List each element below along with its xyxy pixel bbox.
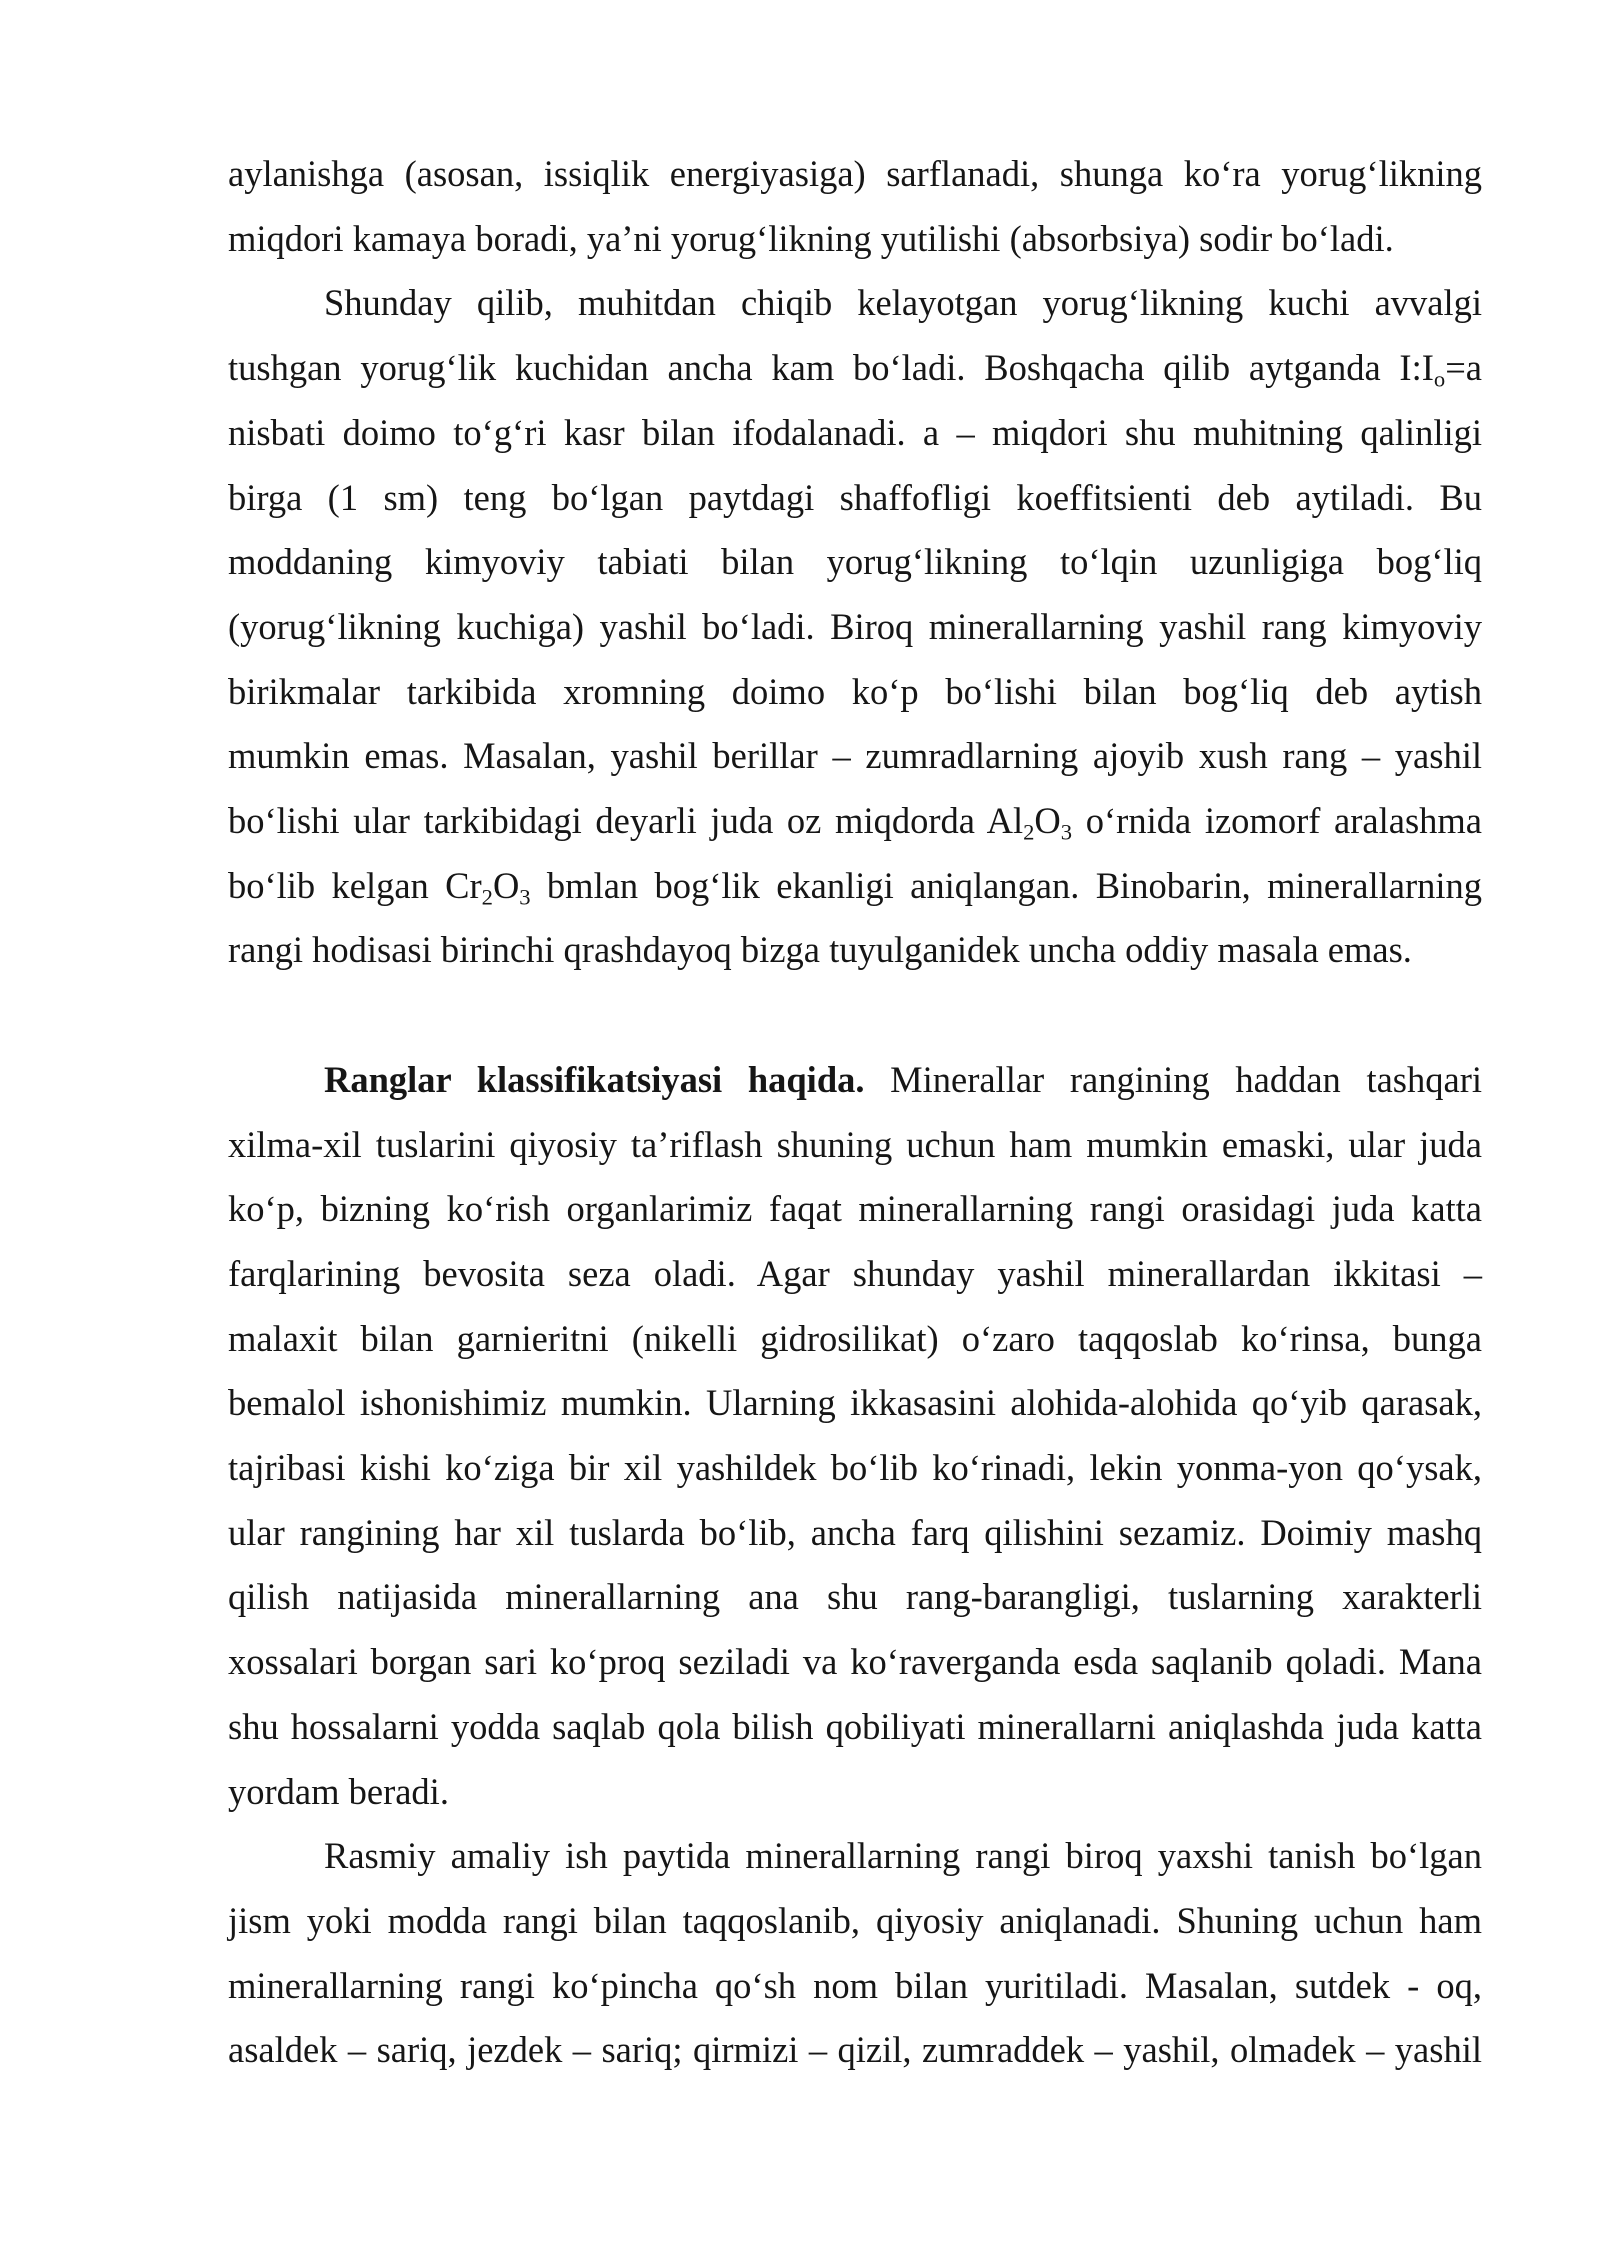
blank-line: [228, 983, 1482, 1048]
text-run: bo‘lishi ular tarkibidagi deyarli juda oz miqdorda Al: [228, 800, 1024, 842]
subscript-text: 2: [481, 884, 493, 910]
text-run: =a: [1445, 347, 1482, 389]
subscript-text: 2: [1023, 819, 1035, 845]
text-line: [228, 789, 1482, 854]
text-line: [228, 1501, 1482, 1566]
text-run: xossalari borgan sari ko‘proq seziladi va ko‘raverganda esda saqlanib qoladi. Mana: [228, 1641, 1482, 1683]
text-run: bo‘lib kelgan Cr: [228, 864, 482, 906]
subscript-text: 3: [1060, 819, 1073, 845]
text-run: aylanishga (asosan, issiqlik energiyasiga) sarflanadi, shunga ko‘ra yorug‘likning: [228, 153, 1482, 194]
text-run: rangi hodisasi birinchi qrashdayoq bizga tuyulganidek uncha oddiy masala emas.: [228, 929, 1412, 971]
text-line: [228, 595, 1482, 660]
text-run: Shunday qilib, muhitdan chiqib kelayotgan yorug‘likning kuchi avvalgi: [324, 282, 1482, 324]
text-line: [228, 1889, 1482, 1954]
text-run: malaxit bilan garnieritni (nikelli gidrosilikat) o‘zaro taqqoslab ko‘rinsa, bunga: [228, 1317, 1482, 1359]
text-run: ko‘p, bizning ko‘rish organlarimiz faqat minerallarning rangi orasidagi juda katta: [228, 1188, 1482, 1230]
text-run: farqlarining bevosita seza oladi. Agar shunday yashil minerallardan ikkitasi –: [228, 1252, 1482, 1294]
text-line: [228, 1307, 1482, 1372]
paragraph-light-absorption: [228, 271, 1482, 983]
text-line: [228, 1177, 1482, 1242]
subscript-text: 3: [519, 884, 531, 910]
text-line: [228, 530, 1482, 595]
text-run: miqdori kamaya boradi, ya’ni yorug‘likning yutilishi (absorbsiya) sodir bo‘ladi.: [228, 217, 1394, 259]
text-run: shu hossalarni yodda saqlab qola bilish qobiliyati minerallarni aniqlashda juda katta: [228, 1705, 1482, 1747]
text-run: Rasmiy amaliy ish paytida minerallarning rangi biroq yaxshi tanish bo‘lgan: [324, 1835, 1482, 1877]
text-line: [228, 1565, 1482, 1630]
text-run: mumkin emas. Masalan, yashil berillar – zumradlarning ajoyib xush rang – yashil: [228, 735, 1482, 777]
text-line: [228, 918, 1482, 983]
text-line: [228, 2018, 1482, 2083]
text-run: nisbati doimo to‘g‘ri kasr bilan ifodalanadi. a – miqdori shu muhitning qalinligi: [228, 411, 1482, 453]
text-line: [228, 1824, 1482, 1889]
text-line: [228, 1954, 1482, 2019]
text-run: tushgan yorug‘lik kuchidan ancha kam bo‘ladi. Boshqacha qilib aytganda I:I: [228, 347, 1434, 389]
text-run: yordam beradi.: [228, 1770, 449, 1812]
text-run: Minerallar rangining haddan tashqari: [864, 1058, 1482, 1100]
bold-heading-text: Ranglar klassifikatsiyasi haqida.: [324, 1058, 865, 1100]
text-line: [228, 401, 1482, 466]
text-run: ular rangining har xil tuslarda bo‘lib, ancha farq qilishini sezamiz. Doimiy mashq: [228, 1511, 1482, 1553]
text-line: [228, 1242, 1482, 1307]
text-line: [228, 271, 1482, 336]
text-line: [228, 660, 1482, 725]
text-line: [228, 1760, 1482, 1825]
text-line: [228, 1436, 1482, 1501]
text-line: [228, 854, 1482, 919]
text-line: [228, 466, 1482, 531]
text-run: O: [492, 864, 520, 906]
text-run: o‘rnida izomorf aralashma: [1072, 800, 1482, 842]
text-line: [228, 1695, 1482, 1760]
text-run: xilma-xil tuslarini qiyosiy ta’riflash shuning uchun ham mumkin emaski, ular juda: [228, 1123, 1482, 1165]
text-line: [228, 1630, 1482, 1695]
text-line: [228, 207, 1482, 272]
text-line: [228, 1113, 1482, 1178]
subscript-text: o: [1433, 366, 1446, 392]
text-line: [228, 142, 1482, 207]
paragraph-color-naming: [228, 1824, 1482, 2083]
text-line: [228, 336, 1482, 401]
text-run: bmlan bog‘lik ekanligi aniqlangan. Binobarin, minerallarning: [530, 864, 1482, 906]
text-run: (yorug‘likning kuchiga) yashil bo‘ladi. Biroq minerallarning yashil rang kimyoviy: [228, 605, 1482, 647]
document-body: [228, 142, 1482, 2083]
text-run: qilish natijasida minerallarning ana shu rang-barangligi, tuslarning xarakterli: [228, 1576, 1482, 1618]
paragraph-color-classification: [228, 1048, 1482, 1824]
text-line: [228, 1048, 1482, 1113]
text-run: O: [1034, 800, 1061, 842]
text-run: minerallarning rangi ko‘pincha qo‘sh nom bilan yuritiladi. Masalan, sutdek - oq,: [228, 1964, 1482, 2006]
text-run: birikmalar tarkibida xromning doimo ko‘p bo‘lishi bilan bog‘liq deb aytish: [228, 670, 1482, 712]
text-run: birga (1 sm) teng bo‘lgan paytdagi shaffofligi koeffitsienti deb aytiladi. Bu: [228, 476, 1482, 518]
text-line: [228, 1371, 1482, 1436]
text-run: tajribasi kishi ko‘ziga bir xil yashildek bo‘lib ko‘rinadi, lekin yonma-yon qo‘ysak,: [228, 1447, 1482, 1489]
text-run: asaldek – sariq, jezdek – sariq; qirmizi – qizil, zumraddek – yashil, olmadek – yashil: [228, 2029, 1482, 2071]
text-run: moddaning kimyoviy tabiati bilan yorug‘likning to‘lqin uzunligiga bog‘liq: [228, 541, 1482, 583]
text-line: [228, 724, 1482, 789]
paragraph-continuation: [228, 142, 1482, 271]
text-run: bemalol ishonishimiz mumkin. Ularning ikkasasini alohida-alohida qo‘yib qarasak,: [228, 1382, 1482, 1424]
text-run: jism yoki modda rangi bilan taqqoslanib, qiyosiy aniqlanadi. Shuning uchun ham: [228, 1899, 1482, 1941]
